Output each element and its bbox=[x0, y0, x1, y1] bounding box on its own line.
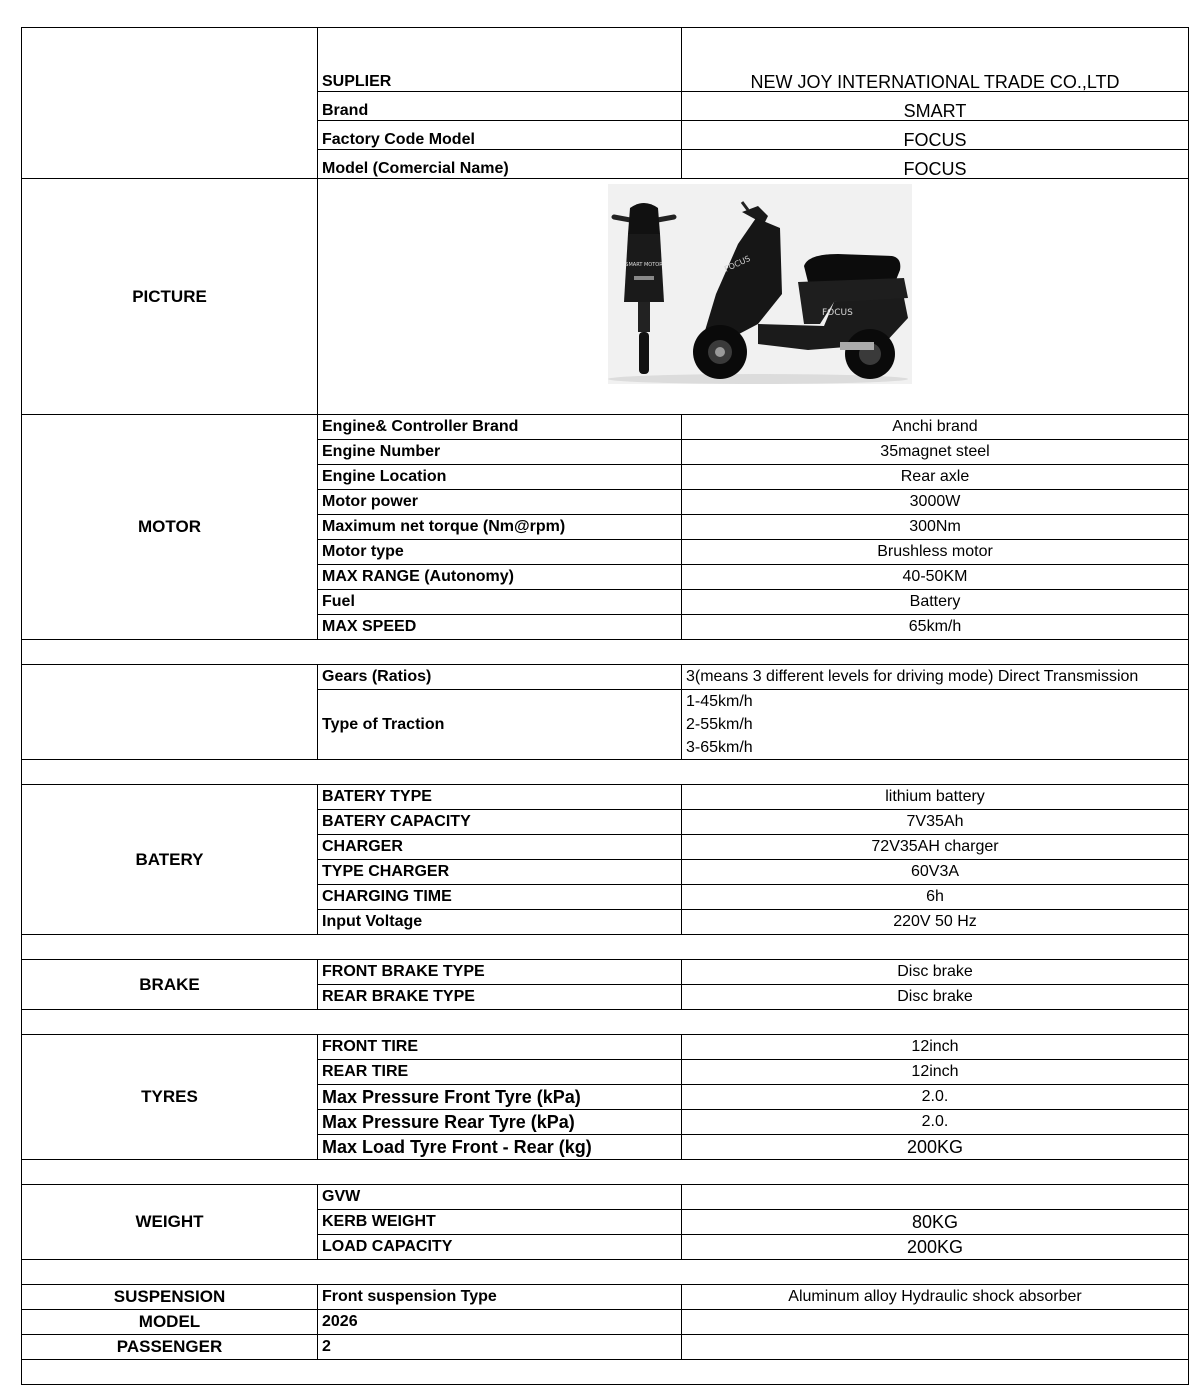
tyres-value: 12inch bbox=[682, 1035, 1189, 1060]
battery-value: 72V35AH charger bbox=[682, 835, 1189, 860]
motor-value: 65km/h bbox=[682, 615, 1189, 640]
motor-value: Anchi brand bbox=[682, 415, 1189, 440]
motor-value: Brushless motor bbox=[682, 540, 1189, 565]
spacer-row bbox=[22, 1260, 1189, 1285]
traction-label: Type of Traction bbox=[318, 690, 682, 760]
factory-code-label: Factory Code Model bbox=[318, 121, 682, 150]
traction-values bbox=[682, 690, 1189, 760]
spec-sheet bbox=[21, 27, 1188, 1385]
brake-value: Disc brake bbox=[682, 960, 1189, 985]
gears-value: 3(means 3 different levels for driving mode) Direct Transmission bbox=[682, 665, 1189, 690]
battery-label: TYPE CHARGER bbox=[318, 860, 682, 885]
supplier-row bbox=[22, 28, 1189, 92]
motor-section-label: MOTOR bbox=[22, 415, 318, 640]
motor-label: Engine Number bbox=[318, 440, 682, 465]
motor-row-0 bbox=[22, 415, 1189, 440]
tyres-label: FRONT TIRE bbox=[318, 1035, 682, 1060]
weight-row-0 bbox=[22, 1185, 1189, 1210]
battery-label: CHARGER bbox=[318, 835, 682, 860]
motor-label: Fuel bbox=[318, 590, 682, 615]
tyres-value: 2.0. bbox=[682, 1085, 1189, 1110]
battery-value: 220V 50 Hz bbox=[682, 910, 1189, 935]
tyres-label: Max Load Tyre Front - Rear (kg) bbox=[318, 1135, 682, 1160]
tyres-label: REAR TIRE bbox=[318, 1060, 682, 1085]
gears-label: Gears (Ratios) bbox=[318, 665, 682, 690]
tyres-value: 200KG bbox=[682, 1135, 1189, 1160]
motor-label: Motor type bbox=[318, 540, 682, 565]
battery-value: 7V35Ah bbox=[682, 810, 1189, 835]
spec-table bbox=[21, 27, 1189, 1385]
brand-label: Brand bbox=[318, 92, 682, 121]
tyres-value: 2.0. bbox=[682, 1110, 1189, 1135]
brake-label: REAR BRAKE TYPE bbox=[318, 985, 682, 1010]
battery-section-label: BATERY bbox=[22, 785, 318, 935]
suspension-label: Front suspension Type bbox=[318, 1285, 682, 1310]
transmission-blank-cell bbox=[22, 665, 318, 760]
motor-value: 40-50KM bbox=[682, 565, 1189, 590]
battery-value: 60V3A bbox=[682, 860, 1189, 885]
model-section-label: MODEL bbox=[22, 1310, 318, 1335]
weight-value bbox=[682, 1185, 1189, 1210]
motor-label: Motor power bbox=[318, 490, 682, 515]
battery-label: BATERY CAPACITY bbox=[318, 810, 682, 835]
weight-label: LOAD CAPACITY bbox=[318, 1235, 682, 1260]
header-blank-cell bbox=[22, 28, 318, 179]
picture-row bbox=[22, 179, 1189, 415]
traction-level: 3-65km/h bbox=[686, 739, 753, 756]
brake-section-label: BRAKE bbox=[22, 960, 318, 1010]
motor-label: Maximum net torque (Nm@rpm) bbox=[318, 515, 682, 540]
weight-section-label: WEIGHT bbox=[22, 1185, 318, 1260]
tyres-label: Max Pressure Rear Tyre (kPa) bbox=[318, 1110, 682, 1135]
motor-value: 300Nm bbox=[682, 515, 1189, 540]
brake-label: FRONT BRAKE TYPE bbox=[318, 960, 682, 985]
tyres-row-0 bbox=[22, 1035, 1189, 1060]
tyres-value: 12inch bbox=[682, 1060, 1189, 1085]
model-name-label: Model (Comercial Name) bbox=[318, 150, 682, 179]
spacer-row bbox=[22, 1010, 1189, 1035]
motor-value: Rear axle bbox=[682, 465, 1189, 490]
motor-label: Engine Location bbox=[318, 465, 682, 490]
battery-value: 6h bbox=[682, 885, 1189, 910]
motor-label: Engine& Controller Brand bbox=[318, 415, 682, 440]
motor-label: MAX RANGE (Autonomy) bbox=[318, 565, 682, 590]
model-year-value: 2026 bbox=[318, 1310, 682, 1335]
side-logo-text-1: FOCUS bbox=[723, 254, 752, 274]
spacer-row bbox=[22, 1360, 1189, 1385]
tyres-section-label: TYRES bbox=[22, 1035, 318, 1160]
supplier-value: NEW JOY INTERNATIONAL TRADE CO.,LTD bbox=[682, 28, 1189, 92]
gears-row bbox=[22, 665, 1189, 690]
motor-value: 3000W bbox=[682, 490, 1189, 515]
weight-value: 80KG bbox=[682, 1210, 1189, 1235]
motor-value: Battery bbox=[682, 590, 1189, 615]
weight-label: KERB WEIGHT bbox=[318, 1210, 682, 1235]
tyres-label: Max Pressure Front Tyre (kPa) bbox=[318, 1085, 682, 1110]
model-name-value: FOCUS bbox=[682, 150, 1189, 179]
suspension-value: Aluminum alloy Hydraulic shock absorber bbox=[682, 1285, 1189, 1310]
spacer-row bbox=[22, 935, 1189, 960]
brake-row-0 bbox=[22, 960, 1189, 985]
supplier-label: SUPLIER bbox=[318, 28, 682, 92]
battery-value: lithium battery bbox=[682, 785, 1189, 810]
spacer-row bbox=[22, 1160, 1189, 1185]
battery-row-0 bbox=[22, 785, 1189, 810]
model-year-row bbox=[22, 1310, 1189, 1335]
brand-value: SMART bbox=[682, 92, 1189, 121]
brake-value: Disc brake bbox=[682, 985, 1189, 1010]
battery-label: Input Voltage bbox=[318, 910, 682, 935]
motor-label: MAX SPEED bbox=[318, 615, 682, 640]
weight-value: 200KG bbox=[682, 1235, 1189, 1260]
traction-level: 1-45km/h bbox=[686, 693, 753, 710]
picture-cell bbox=[318, 179, 1189, 415]
traction-level: 2-55km/h bbox=[686, 716, 753, 733]
factory-code-value: FOCUS bbox=[682, 121, 1189, 150]
suspension-row bbox=[22, 1285, 1189, 1310]
side-logo-text-2: FOCUS bbox=[822, 308, 853, 318]
picture-section-label: PICTURE bbox=[22, 179, 318, 415]
model-year-blank bbox=[682, 1310, 1189, 1335]
battery-label: CHARGING TIME bbox=[318, 885, 682, 910]
motor-value: 35magnet steel bbox=[682, 440, 1189, 465]
suspension-section-label: SUSPENSION bbox=[22, 1285, 318, 1310]
spacer-row bbox=[22, 640, 1189, 665]
weight-label: GVW bbox=[318, 1185, 682, 1210]
passenger-section-label: PASSENGER bbox=[22, 1335, 318, 1360]
battery-label: BATERY TYPE bbox=[318, 785, 682, 810]
passenger-blank bbox=[682, 1335, 1189, 1360]
passenger-row bbox=[22, 1335, 1189, 1360]
scooter-image bbox=[608, 184, 912, 384]
front-logo-text: SMART MOTOR bbox=[625, 262, 663, 268]
passenger-value: 2 bbox=[318, 1335, 682, 1360]
spacer-row bbox=[22, 760, 1189, 785]
